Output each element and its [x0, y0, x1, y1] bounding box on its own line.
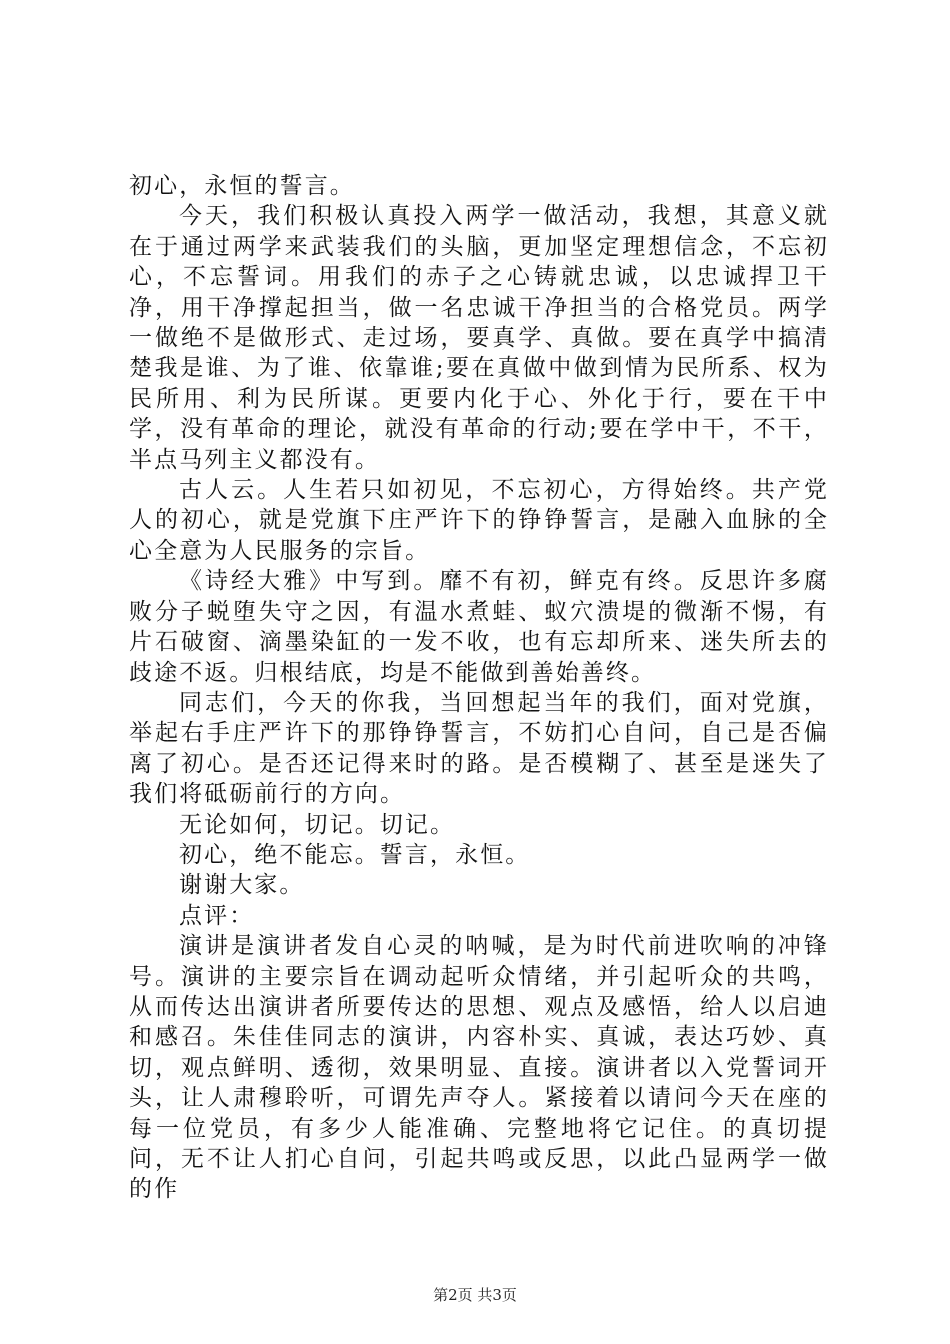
paragraph: 古人云。人生若只如初见，不忘初心，方得始终。共产党人的初心，就是党旗下庄严许下的铮铮誓言，是融入血脉的全心全意为人民服务的宗旨。 — [129, 477, 829, 564]
paragraph: 初心，绝不能忘。誓言，永恒。 — [179, 841, 531, 868]
paragraph: 演讲是演讲者发自心灵的呐喊，是为时代前进吹响的冲锋号。演讲的主要宗旨在调动起听众情绪，并引起听众的共鸣，从而传达出演讲者所要传达的思想、观点及感悟，给人以启迪和感召。朱佳佳同志的演讲，内容朴实、真诚，表达巧妙、真切，观点鲜明、透彻，效果明显、直接。演讲者以入党誓词开头，让人肃穆聆听，可谓先声夺人。紧接着以请问今天在座的每一位党员，有多少人能准确、完整地将它记住。的真切提问，无不让人扪心自问，引起共鸣或反思，以此凸显两学一做的作 — [129, 933, 829, 1203]
paragraph: 无论如何，切记。切记。 — [179, 811, 456, 838]
document-body — [129, 171, 829, 1205]
paragraph: 初心，永恒的誓言。 — [129, 173, 355, 199]
paragraph: 谢谢大家。 — [179, 872, 305, 899]
paragraph: 今天，我们积极认真投入两学一做活动，我想，其意义就在于通过两学来武装我们的头脑，更加坚定理想信念，不忘初心，不忘誓词。用我们的赤子之心铸就忠诚，以忠诚捍卫干净，用干净撑起担当，做一名忠诚干净担当的合格党员。两学一做绝不是做形式、走过场，要真学、真做。要在真学中搞清楚我是谁、为了谁、依靠谁;要在真做中做到情为民所系、权为民所用、利为民所谋。更要内化于心、外化于行，要在干中学，没有革命的理论，就没有革命的行动;要在学中干，不干，半点马列主义都没有。 — [129, 203, 829, 473]
paragraph: 点评： — [179, 902, 255, 929]
page-number-footer: 第2页 共3页 — [433, 1286, 517, 1304]
paragraph: 同志们，今天的你我，当回想起当年的我们，面对党旗，举起右手庄严许下的那铮铮誓言，不妨扪心自问，自己是否偏离了初心。是否还记得来时的路。是否模糊了、甚至是迷失了我们将砥砺前行的方向。 — [129, 689, 829, 808]
paragraph: 《诗经大雅》中写到。靡不有初，鲜克有终。反思许多腐败分子蜕堕失守之因，有温水煮蛙、蚁穴溃堤的微渐不惕，有片石破窗、滴墨染缸的一发不收，也有忘却所来、迷失所去的歧途不返。归根结底，均是不能做到善始善终。 — [129, 568, 829, 686]
